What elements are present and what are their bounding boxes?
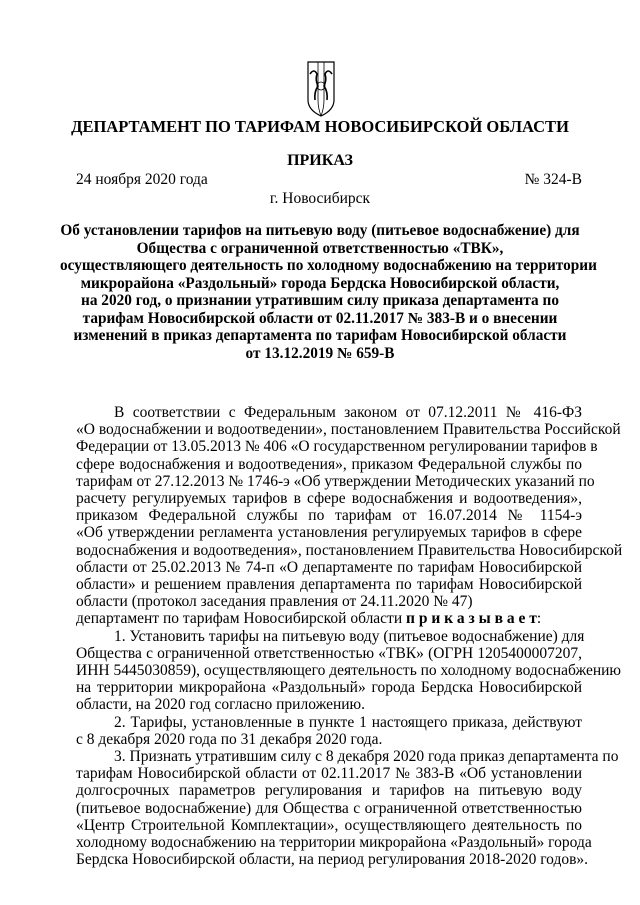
preamble-line: «О водоснабжении и водоотведении», постановлением Правительства Российской: [76, 421, 621, 439]
item-line: (питьевое водоснабжение) для Общества с ограниченной ответственностью: [76, 799, 582, 817]
title-line: тарифам Новосибирской области от 02.11.2017 № 383-В и о внесении: [82, 309, 558, 327]
orders-verb: п р и к а з ы в а е т: [406, 610, 537, 628]
orders-intro: департамент по тарифам Новосибирской области: [76, 610, 407, 628]
item-line: долгосрочных параметров регулирования и тарифов на питьевую воду: [76, 782, 582, 800]
preamble-line: приказом Федеральной службы по тарифам от 16.07.2014 № 1154-э: [76, 507, 582, 525]
order-item-1: [76, 627, 622, 714]
order-item-2: [76, 714, 582, 748]
item-line: на территории микрорайона «Раздольный» города Бердска Новосибирской: [76, 679, 582, 697]
preamble-line: области (протокол заседания правления от 24.11.2020 № 47): [76, 593, 473, 611]
preamble-line: «Об утверждении регламента установления регулируемых тарифов в сфере: [76, 524, 582, 542]
item-line: области, на 2020 год согласно приложению.: [76, 696, 366, 714]
title-line: Об установлении тарифов на питьевую воду (питьевое водоснабжение) для: [60, 222, 580, 239]
item-line: Общества с ограниченной ответственностью «ТВК» (ОГРН 1205400007207,: [76, 644, 582, 662]
preamble-line: области» и решением правления департамента по тарифам Новосибирской: [76, 576, 582, 594]
title-line: осуществляющего деятельность по холодному водоснабжению на территории: [60, 257, 597, 274]
order-items: [76, 627, 622, 869]
item-line: 3. Признать утратившим силу с 8 декабря 2020 года приказ департамента по: [114, 748, 619, 766]
item-line: ИНН 5445030859), осуществляющего деятельность по холодному водоснабжению: [76, 662, 622, 680]
orders-colon: :: [536, 610, 542, 628]
item-line: тарифам Новосибирской области от 02.11.2017 № 383-В «Об установлении: [76, 765, 582, 783]
document-city: г. Новосибирск: [269, 190, 371, 207]
preamble: [76, 404, 623, 611]
document-title: [60, 222, 597, 362]
item-line: Бердска Новосибирской области, на период регулирования 2018-2020 годов».: [76, 851, 589, 869]
coat-of-arms-icon: [306, 60, 336, 118]
orders-line: [76, 610, 582, 627]
preamble-line: водоснабжения и водоотведения», постановлением Правительства Новосибирской: [76, 541, 623, 559]
item-line: холодному водоснабжению на территории микрорайона «Раздольный» города: [76, 834, 592, 852]
document-number: № 324-В: [524, 171, 582, 188]
preamble-line: тарифам от 27.12.2013 № 1746-э «Об утверждении Методических указаний по: [76, 472, 595, 490]
preamble-line: Федерации от 13.05.2013 № 406 «О государственном регулировании тарифов в: [76, 438, 598, 456]
preamble-line: В соответствии с Федеральным законом от 07.12.2011 № 416-ФЗ: [114, 404, 582, 421]
item-line: 2. Тарифы, установленные в пункте 1 настоящего приказа, действуют: [114, 713, 582, 731]
document-body: [76, 404, 623, 869]
preamble-line: расчету регулируемых тарифов в сфере водоснабжения и водоотведения»,: [76, 490, 582, 508]
title-line: микрорайона «Раздольный» города Бердска Новосибирской области,: [80, 274, 560, 292]
preamble-line: области от 25.02.2013 № 74-п «О департаменте по тарифам Новосибирской: [76, 558, 582, 576]
item-line: 1. Установить тарифы на питьевую воду (питьевое водоснабжение) для: [114, 627, 585, 645]
item-line: с 8 декабря 2020 года по 31 декабря 2020 года.: [76, 730, 383, 748]
title-line: Общества с ограниченной ответственностью «ТВК»,: [136, 239, 504, 257]
title-line: изменений в приказ департамента по тарифам Новосибирской области: [73, 327, 567, 344]
document-date: 24 ноября 2020 года: [76, 171, 208, 188]
order-item-3: [76, 748, 619, 869]
title-line: от 13.12.2019 № 659-В: [245, 344, 395, 362]
preamble-line: сфере водоснабжения и водоотведения», приказом Федеральной службы по: [76, 455, 582, 473]
title-line: на 2020 год, о признании утратившим силу приказа департамента по: [81, 292, 559, 309]
item-line: «Центр Строительной Комплектации», осуществляющего деятельность по: [76, 816, 582, 834]
document-type: ПРИКАЗ: [287, 152, 353, 169]
department-name: ДЕПАРТАМЕНТ ПО ТАРИФАМ НОВОСИБИРСКОЙ ОБЛАСТИ: [71, 117, 569, 136]
